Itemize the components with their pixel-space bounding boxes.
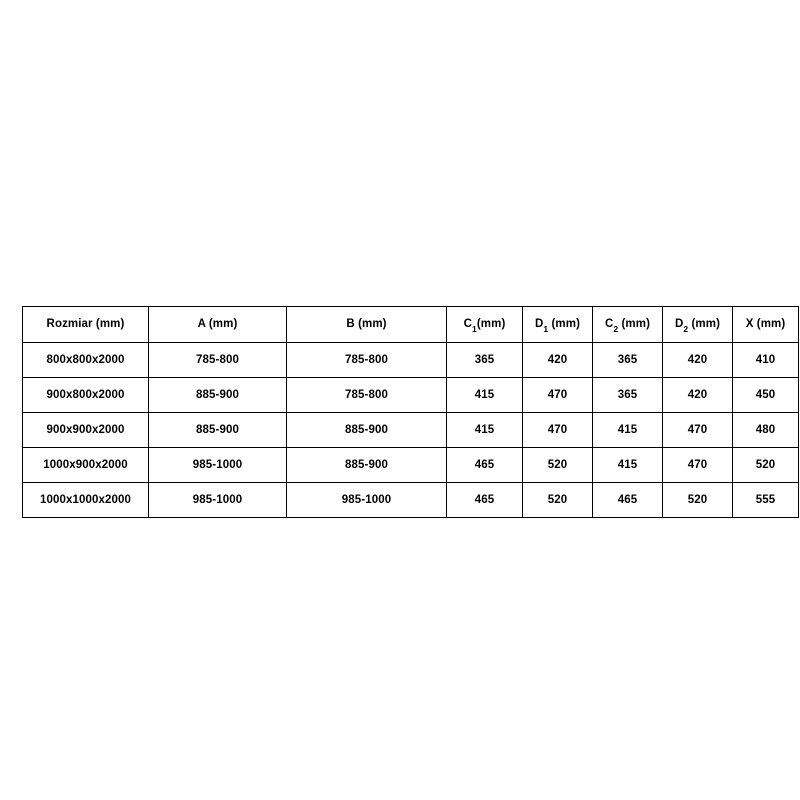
cell-size: 900x800x2000: [23, 378, 149, 413]
table-row: [23, 483, 799, 518]
cell-x: 555: [733, 483, 799, 518]
cell-x: 450: [733, 378, 799, 413]
specification-table-wrapper: [22, 306, 786, 518]
column-header-d1-symbol: D: [534, 318, 544, 330]
column-header-c2-subscript: 2: [613, 324, 619, 335]
table-row: [23, 378, 799, 413]
cell-d1: 470: [523, 413, 593, 448]
column-header-d1-subscript: 1: [543, 324, 549, 335]
cell-c2: 365: [593, 343, 663, 378]
cell-x: 410: [733, 343, 799, 378]
cell-a: 985-1000: [149, 483, 287, 518]
column-header-d2-subscript: 2: [683, 324, 689, 335]
cell-d2: 420: [663, 343, 733, 378]
column-header-d1-unit: (mm): [548, 318, 581, 330]
column-header-c1-unit: (mm): [476, 318, 506, 330]
cell-size: 1000x1000x2000: [23, 483, 149, 518]
cell-c2: 465: [593, 483, 663, 518]
column-header-d2-unit: (mm): [688, 318, 721, 330]
specification-table: [22, 306, 799, 518]
cell-c1: 465: [447, 448, 523, 483]
cell-b: 785-800: [287, 343, 447, 378]
cell-d1: 520: [523, 483, 593, 518]
cell-b: 785-800: [287, 378, 447, 413]
cell-b: 985-1000: [287, 483, 447, 518]
column-header-c2: [593, 307, 663, 343]
column-header-a: A (mm): [149, 307, 287, 343]
table-row: [23, 413, 799, 448]
cell-c2: 415: [593, 413, 663, 448]
column-header-x: X (mm): [733, 307, 799, 343]
cell-size: 1000x900x2000: [23, 448, 149, 483]
cell-c1: 415: [447, 413, 523, 448]
column-header-c1: [447, 307, 523, 343]
cell-size: 800x800x2000: [23, 343, 149, 378]
cell-c1: 415: [447, 378, 523, 413]
column-header-d1: [523, 307, 593, 343]
cell-d1: 520: [523, 448, 593, 483]
cell-d2: 470: [663, 413, 733, 448]
column-header-c2-symbol: C: [604, 318, 614, 330]
cell-a: 885-900: [149, 378, 287, 413]
cell-d2: 420: [663, 378, 733, 413]
column-header-rozmiar: Rozmiar (mm): [23, 307, 149, 343]
table-header-row: [23, 307, 799, 343]
cell-x: 480: [733, 413, 799, 448]
column-header-c1-subscript: 1: [472, 324, 477, 335]
column-header-c1-symbol: C: [463, 318, 473, 330]
table-row: [23, 448, 799, 483]
cell-c1: 465: [447, 483, 523, 518]
cell-b: 885-900: [287, 448, 447, 483]
cell-c1: 365: [447, 343, 523, 378]
column-header-b: B (mm): [287, 307, 447, 343]
cell-b: 885-900: [287, 413, 447, 448]
cell-d2: 470: [663, 448, 733, 483]
column-header-c2-unit: (mm): [618, 318, 651, 330]
column-header-d2-symbol: D: [674, 318, 684, 330]
cell-x: 520: [733, 448, 799, 483]
cell-d2: 520: [663, 483, 733, 518]
cell-a: 785-800: [149, 343, 287, 378]
cell-size: 900x900x2000: [23, 413, 149, 448]
cell-c2: 415: [593, 448, 663, 483]
table-row: [23, 343, 799, 378]
cell-c2: 365: [593, 378, 663, 413]
cell-d1: 470: [523, 378, 593, 413]
cell-d1: 420: [523, 343, 593, 378]
column-header-d2: [663, 307, 733, 343]
cell-a: 985-1000: [149, 448, 287, 483]
cell-a: 885-900: [149, 413, 287, 448]
